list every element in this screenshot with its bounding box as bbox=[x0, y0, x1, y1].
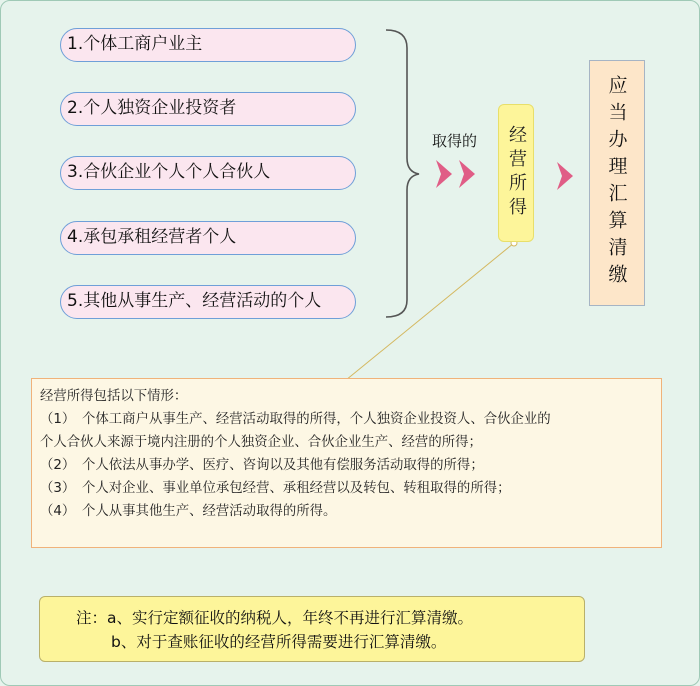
group-brace bbox=[386, 30, 419, 317]
details-box bbox=[31, 378, 662, 548]
chevron-arrow-icon-1 bbox=[436, 160, 452, 188]
connector-label: 取得的 bbox=[432, 132, 478, 150]
result-box: 应当办理汇算清缴 bbox=[589, 60, 645, 306]
callout-line bbox=[346, 243, 514, 380]
category-item-3: 3.合伙企业个人个人合伙人 bbox=[60, 156, 356, 190]
category-item-4: 4.承包承租经营者个人 bbox=[60, 221, 356, 255]
category-item-2: 2.个人独资企业投资者 bbox=[60, 92, 356, 126]
category-item-5: 5.其他从事生产、经营活动的个人 bbox=[60, 285, 356, 319]
details-item-2: （2） 个人依法从事办学、医疗、咨询以及其他有偿服务活动取得的所得； bbox=[40, 458, 484, 473]
note-box bbox=[39, 596, 585, 662]
details-item-4: （4） 个人从事其他生产、经营活动取得的所得。 bbox=[40, 504, 337, 519]
category-item-1: 1.个体工商户业主 bbox=[60, 28, 356, 62]
details-item-3: （3） 个人对企业、事业单位承包经营、承租经营以及转包、转租取得的所得； bbox=[40, 481, 511, 496]
details-item-1: （1） 个体工商户从事生产、经营活动取得的所得，个人独资企业投资人、合伙企业的 bbox=[40, 412, 551, 427]
note-line-2: b、对于查账征收的经营所得需要进行汇算清缴。 bbox=[111, 633, 447, 651]
note-line-1: 注：a、实行定额征收的纳税人，年终不再进行汇算清缴。 bbox=[76, 609, 474, 627]
income-type-box: 经营所得 bbox=[498, 104, 534, 242]
details-item-1-cont: 个人合伙人来源于境内注册的个人独资企业、合伙企业生产、经营的所得； bbox=[40, 435, 482, 450]
chevron-arrow-icon-2 bbox=[459, 160, 475, 188]
details-intro: 经营所得包括以下情形： bbox=[40, 389, 188, 404]
chevron-arrow-icon-3 bbox=[557, 162, 573, 190]
